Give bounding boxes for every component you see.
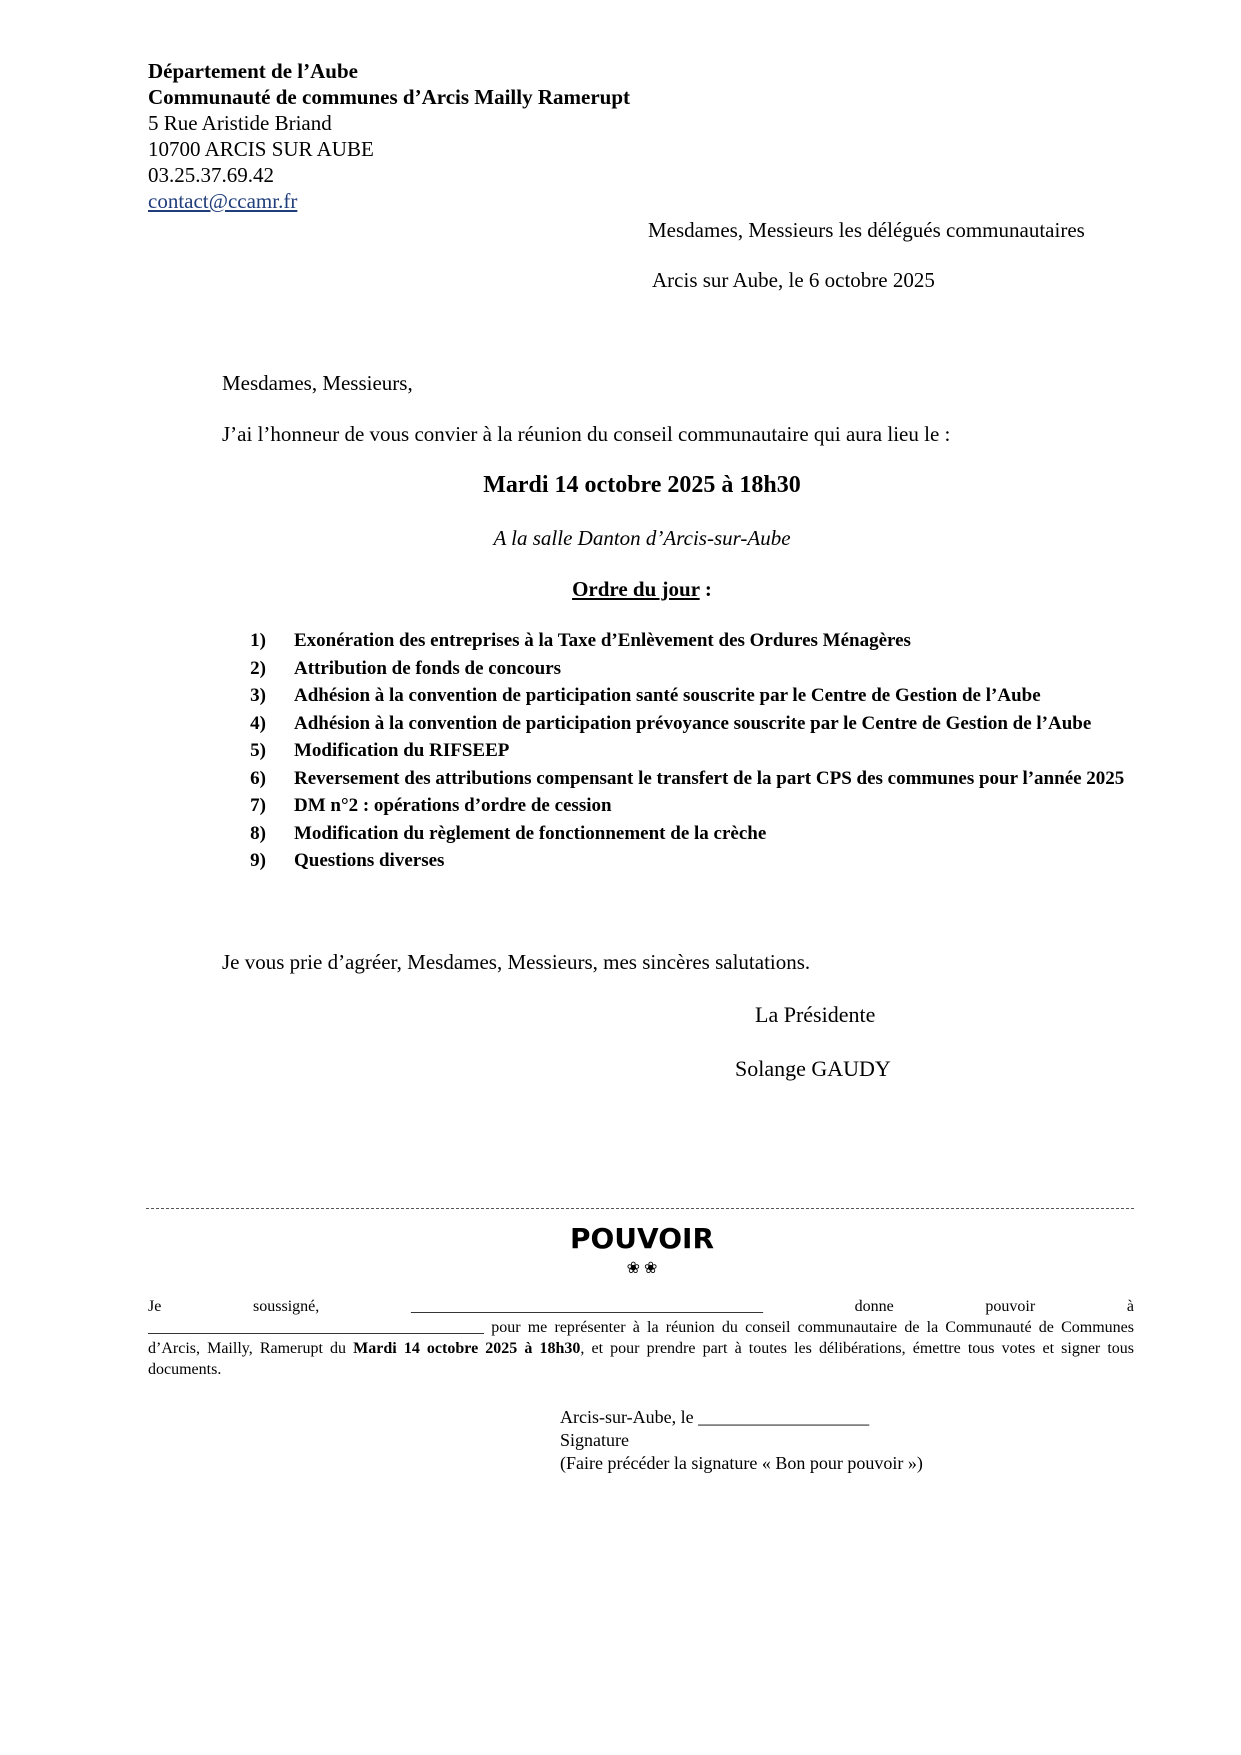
- agenda-item-number: 4): [250, 712, 266, 734]
- invitation-text: J’ai l’honneur de vous convier à la réunion du conseil communautaire qui aura lieu le :: [222, 422, 951, 446]
- agenda-item-number: 2): [250, 657, 266, 679]
- agenda-item-number: 6): [250, 767, 266, 789]
- proxy-signature-block: [560, 1406, 923, 1475]
- proxy-word: donne: [854, 1298, 894, 1315]
- recipient-line: Mesdames, Messieurs les délégués communautaires: [648, 218, 1085, 242]
- agenda-item: [222, 627, 1134, 655]
- agenda-item: [222, 847, 1134, 875]
- agenda-item-text: Reversement des attributions compensant le transfert de la part CPS des communes pour l’année 2025: [294, 767, 1125, 789]
- agenda-item: [222, 765, 1134, 793]
- agenda-item: [222, 820, 1134, 848]
- city-line: 10700 ARCIS SUR AUBE: [148, 137, 374, 161]
- delegate-blank-field[interactable]: __________________________________________: [148, 1319, 484, 1336]
- closing-formula: Je vous prie d’agréer, Mesdames, Messieurs, mes sincères salutations.: [222, 950, 811, 974]
- agenda-item-text: Exonération des entreprises à la Taxe d’Enlèvement des Ordures Ménagères: [294, 630, 911, 651]
- proxy-word: à: [1126, 1298, 1134, 1315]
- agenda-item-text: Attribution de fonds de concours: [294, 657, 562, 679]
- community-name: Communauté de communes d’Arcis Mailly Ramerupt: [148, 85, 630, 109]
- agenda-item-number: 8): [250, 822, 266, 844]
- meeting-place: A la salle Danton d’Arcis-sur-Aube: [493, 526, 791, 550]
- proxy-body: [148, 1317, 1134, 1380]
- proxy-text-part: , et pour prendre part à toutes les délibérations, émettre tous votes et signer tous documents.: [148, 1340, 1135, 1378]
- agenda-item-number: 9): [250, 850, 266, 871]
- department-name: Département de l’Aube: [148, 59, 358, 83]
- agenda-item-number: 1): [250, 630, 266, 651]
- agenda-item-number: 7): [250, 795, 266, 816]
- agenda-item-text: Modification du règlement de fonctionnement de la crèche: [294, 822, 767, 844]
- agenda-item-text: Modification du RIFSEEP: [294, 740, 510, 761]
- proxy-text-part: pour me représenter à la réunion du conseil communautaire de la Communauté de Communes d’Arcis, Mailly, Ramerupt du: [148, 1319, 1134, 1357]
- meeting-date: Mardi 14 octobre 2025 à 18h30: [483, 472, 801, 498]
- ornament-icon: ❀ ❀: [626, 1260, 658, 1277]
- proxy-meeting-date: Mardi 14 octobre 2025 à 18h30: [353, 1340, 581, 1357]
- agenda-item-number: 3): [250, 685, 266, 706]
- proxy-form-text: [148, 1296, 1134, 1380]
- agenda-item: [222, 710, 1134, 738]
- phone-number: 03.25.37.69.42: [148, 163, 274, 187]
- proxy-word: Je: [148, 1298, 162, 1315]
- agenda-item-text: Adhésion à la convention de participation prévoyance souscrite par le Centre de Gestion de l’Aube: [294, 712, 1092, 734]
- signatory-role: La Présidente: [755, 1002, 876, 1027]
- sender-block: [148, 58, 630, 214]
- agenda-item: [222, 655, 1134, 683]
- agenda-item: [222, 682, 1134, 710]
- proxy-word: pouvoir: [985, 1298, 1036, 1315]
- agenda-item-text: DM n°2 : opérations d’ordre de cession: [294, 795, 612, 816]
- email-link[interactable]: contact@ccamr.fr: [148, 189, 298, 213]
- signature-note: (Faire précéder la signature « Bon pour pouvoir »): [560, 1453, 923, 1473]
- date-line: Arcis sur Aube, le 6 octobre 2025: [652, 268, 935, 292]
- proxy-word: soussigné,: [253, 1298, 320, 1315]
- agenda-item-text: Adhésion à la convention de participation santé souscrite par le Centre de Gestion de l’Aube: [294, 685, 1041, 706]
- agenda-heading: [0, 577, 1241, 602]
- agenda-colon: :: [699, 577, 712, 601]
- proxy-first-line: [148, 1296, 1134, 1317]
- place-date-field[interactable]: Arcis-sur-Aube, le ___________________: [560, 1407, 870, 1427]
- name-blank-field[interactable]: ____________________________________________: [410, 1298, 763, 1315]
- street-address: 5 Rue Aristide Briand: [148, 111, 332, 135]
- agenda-list: [222, 627, 1134, 875]
- agenda-item-text: Questions diverses: [294, 850, 445, 871]
- agenda-item: [222, 737, 1134, 765]
- salutation: Mesdames, Messieurs,: [222, 371, 413, 395]
- signatory-name: Solange GAUDY: [735, 1056, 891, 1081]
- proxy-title: POUVOIR: [569, 1222, 715, 1255]
- agenda-item-number: 5): [250, 740, 266, 761]
- agenda-item: [222, 792, 1134, 820]
- cut-line-divider: [146, 1208, 1134, 1209]
- signature-label: Signature: [560, 1430, 629, 1450]
- agenda-title: Ordre du jour: [572, 577, 700, 601]
